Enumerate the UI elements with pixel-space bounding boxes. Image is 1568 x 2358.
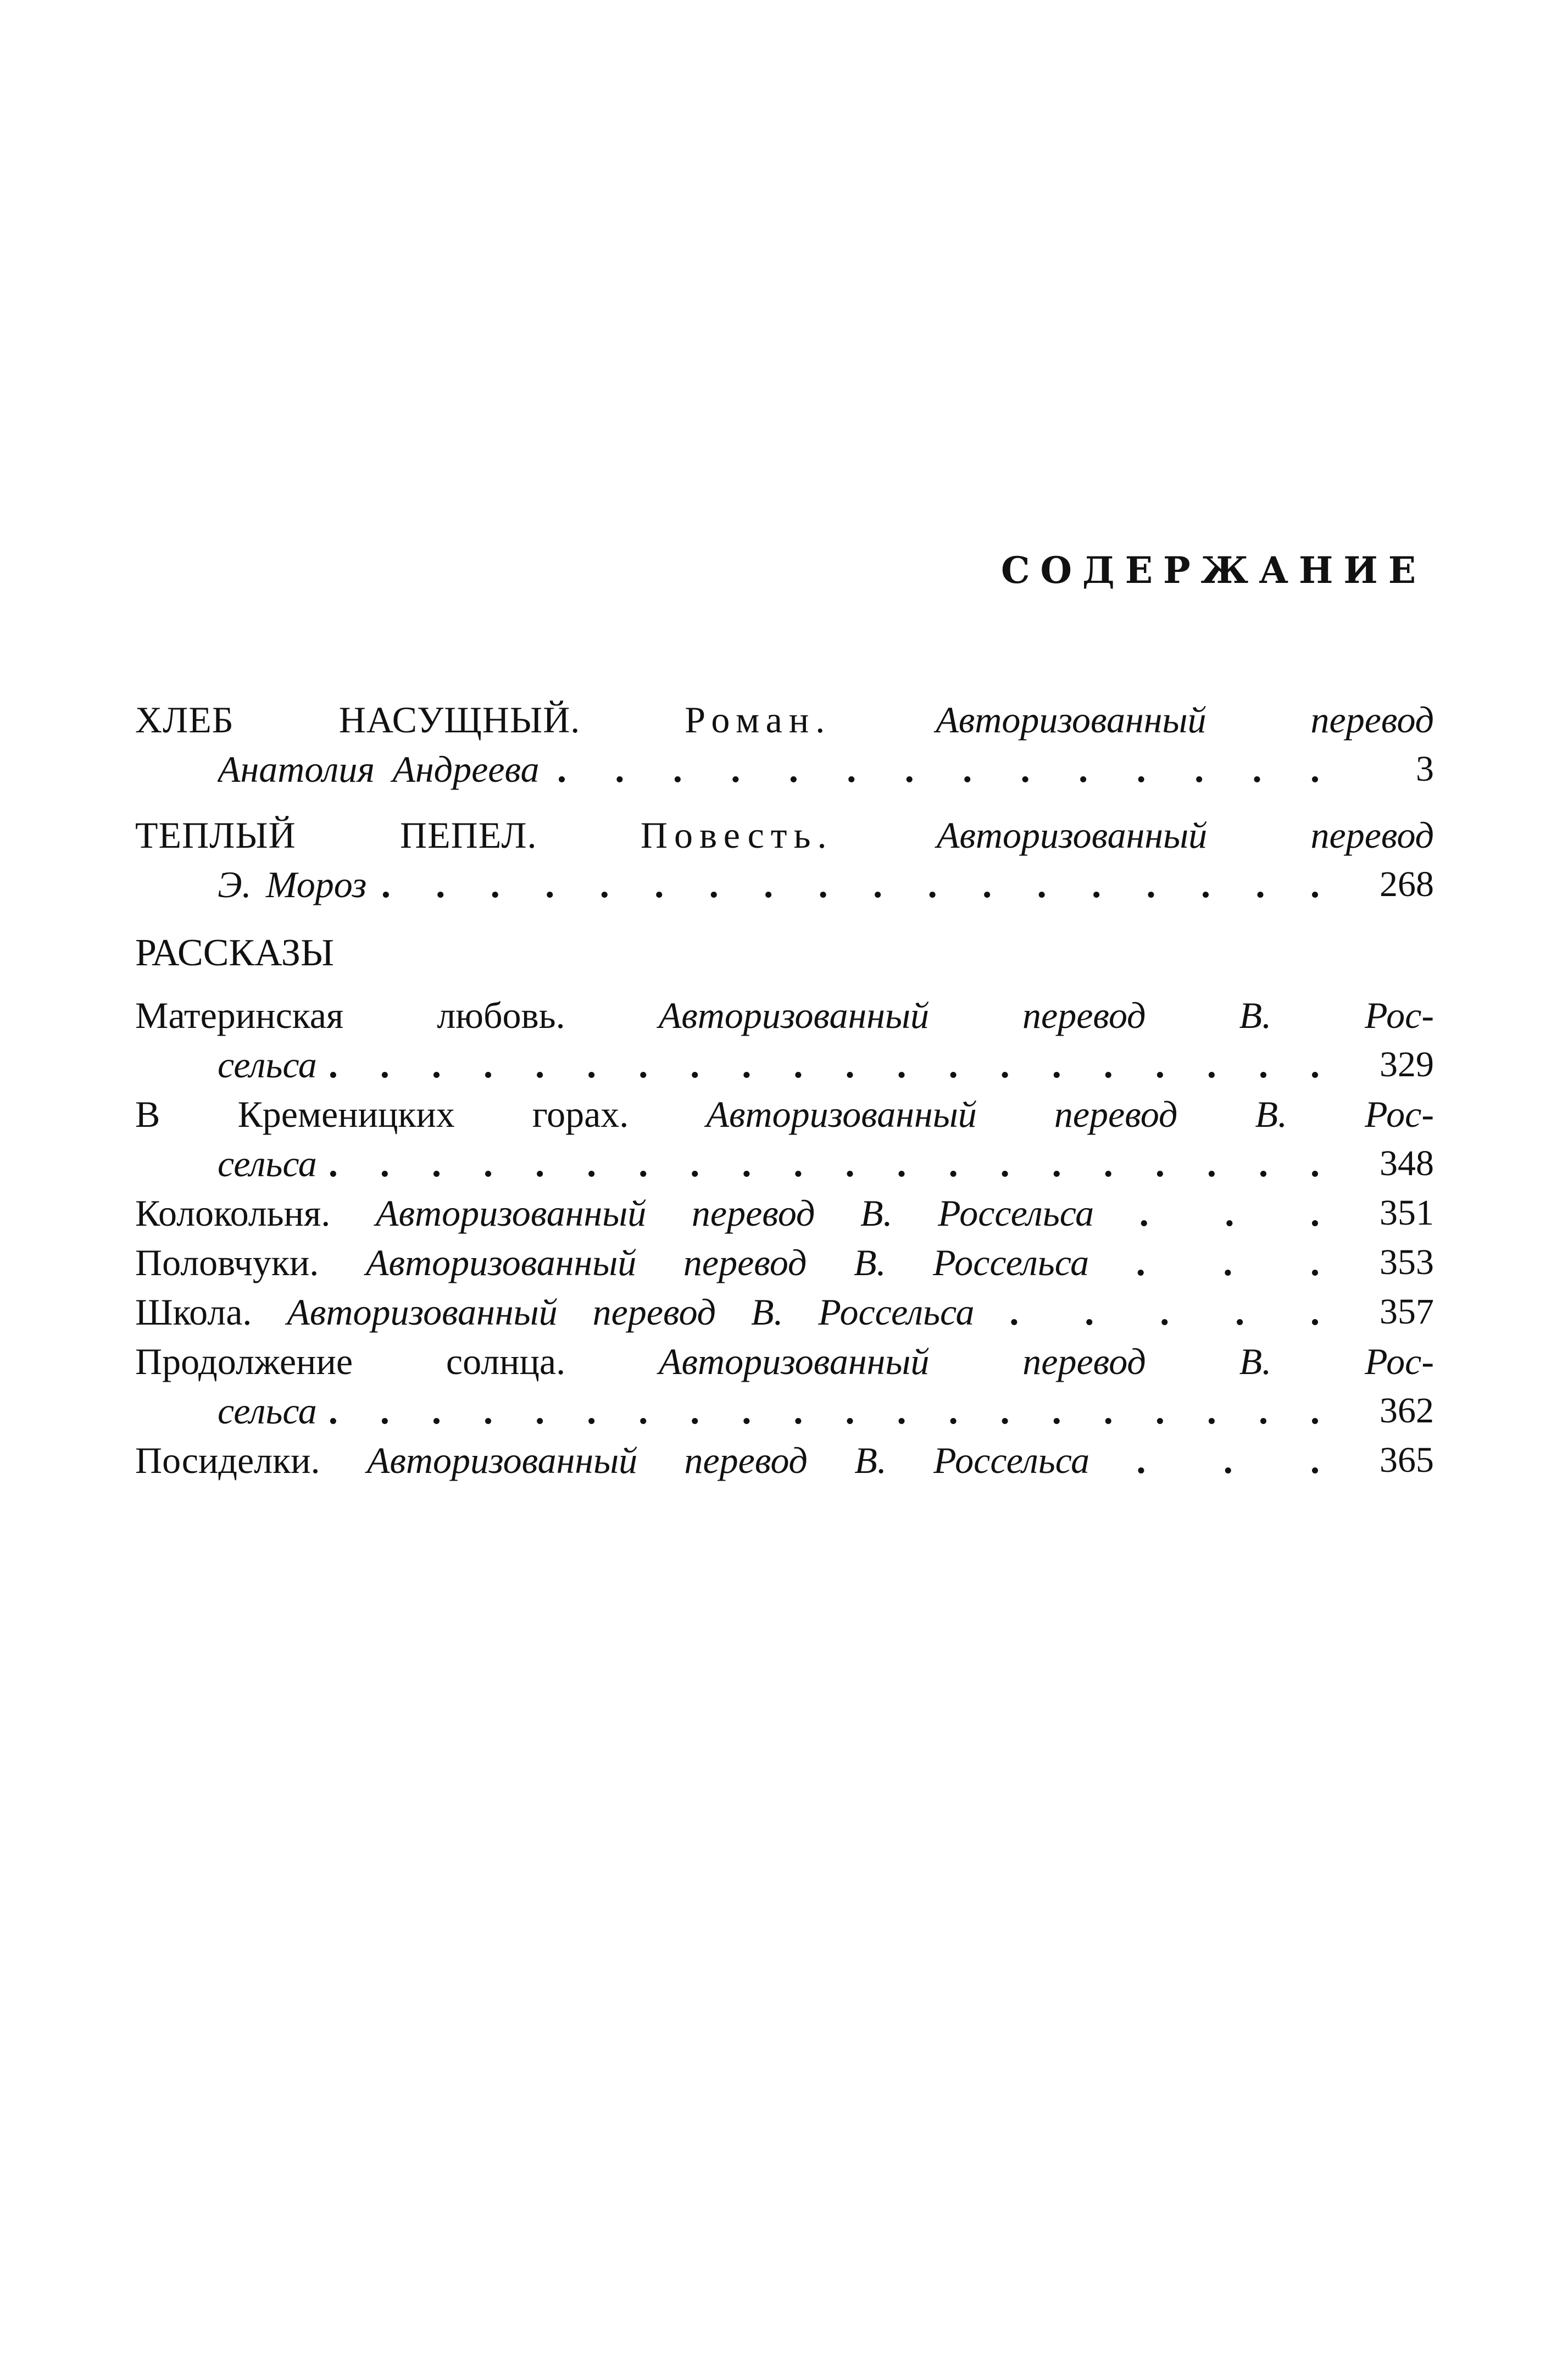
dot-leader: . . . . .	[1009, 1291, 1336, 1333]
story-title: Колокольня.	[135, 1192, 331, 1234]
story-note: Авторизованный перевод В. Рос-	[659, 1341, 1434, 1382]
dot-leader: . . .	[1139, 1192, 1336, 1234]
entry-note: Э. Мороз	[218, 864, 367, 905]
entry-note: Авторизованный перевод	[936, 699, 1434, 741]
toc-entry-line	[135, 1188, 1434, 1238]
toc-entry-line	[135, 1238, 1434, 1287]
dot-leader: . . .	[1136, 1439, 1336, 1481]
story-note: Авторизованный перевод В. Рос-	[658, 994, 1434, 1036]
story-note: сельса	[218, 1390, 317, 1432]
story-note: сельса	[218, 1143, 317, 1184]
page-title: СОДЕРЖАНИЕ	[1000, 549, 1426, 592]
toc-entry-line	[135, 695, 1434, 744]
story-note: Авторизованный перевод В. Россельса	[365, 1242, 1089, 1283]
page-number: 362	[1380, 1391, 1434, 1431]
story-title: Половчуки.	[135, 1242, 319, 1283]
toc-entry-line	[135, 1386, 1434, 1436]
page-number: 268	[1380, 864, 1434, 904]
story-note: Авторизованный перевод В. Россельса	[366, 1439, 1090, 1481]
toc-entry-line	[135, 1139, 1434, 1188]
story-title: Школа.	[135, 1291, 252, 1333]
dot-leader: . . . . . . . . . . . . . . . . . . . .	[328, 1390, 1335, 1432]
page-number: 351	[1380, 1193, 1434, 1233]
toc-entry-line	[135, 810, 1434, 860]
story-title: Посиделки.	[135, 1439, 320, 1481]
toc-entry-line	[135, 1337, 1434, 1386]
entry-title: ТЕПЛЫЙ ПЕПЕЛ.	[135, 814, 537, 856]
story-note: Авторизованный перевод В. Россельса	[375, 1192, 1094, 1234]
story-title: Продолжение солнца.	[135, 1341, 566, 1382]
table-of-contents	[135, 695, 1434, 1485]
entry-genre: Роман.	[685, 699, 832, 741]
story-note: Авторизованный перевод В. Рос-	[706, 1093, 1434, 1135]
entry-genre: Повесть.	[640, 814, 833, 856]
entry-note: Анатолия Андреева	[218, 748, 540, 790]
page-number: 3	[1416, 749, 1434, 789]
dot-leader: . . . . . . . . . . . . . .	[557, 748, 1335, 790]
dot-leader: . . .	[1136, 1242, 1336, 1283]
story-title: Материнская любовь.	[135, 994, 565, 1036]
dot-leader: . . . . . . . . . . . . . . . . . . . .	[328, 1143, 1335, 1184]
story-title: В Кременицких горах.	[135, 1093, 629, 1135]
toc-entry-line	[135, 1287, 1434, 1337]
page-number: 348	[1380, 1143, 1434, 1183]
entry-note: Авторизованный перевод	[936, 814, 1434, 856]
toc-entry-line	[135, 991, 1434, 1040]
page-number: 357	[1380, 1292, 1434, 1332]
entry-title: ХЛЕБ НАСУЩНЫЙ.	[135, 699, 581, 741]
toc-entry-line	[135, 1040, 1434, 1089]
toc-entry-line	[135, 1436, 1434, 1485]
toc-entry-line	[135, 1089, 1434, 1139]
page-number: 353	[1380, 1242, 1434, 1282]
section-title: РАССКАЗЫ	[135, 932, 335, 974]
toc-entry-line	[135, 860, 1434, 909]
page-number: 365	[1380, 1440, 1434, 1480]
dot-leader: . . . . . . . . . . . . . . . . . .	[381, 864, 1335, 905]
story-note: Авторизованный перевод В. Россельса	[287, 1291, 975, 1333]
toc-entry-line	[135, 744, 1434, 794]
dot-leader: . . . . . . . . . . . . . . . . . . . .	[328, 1044, 1335, 1086]
page-number: 329	[1380, 1044, 1434, 1085]
story-note: сельса	[218, 1044, 317, 1086]
